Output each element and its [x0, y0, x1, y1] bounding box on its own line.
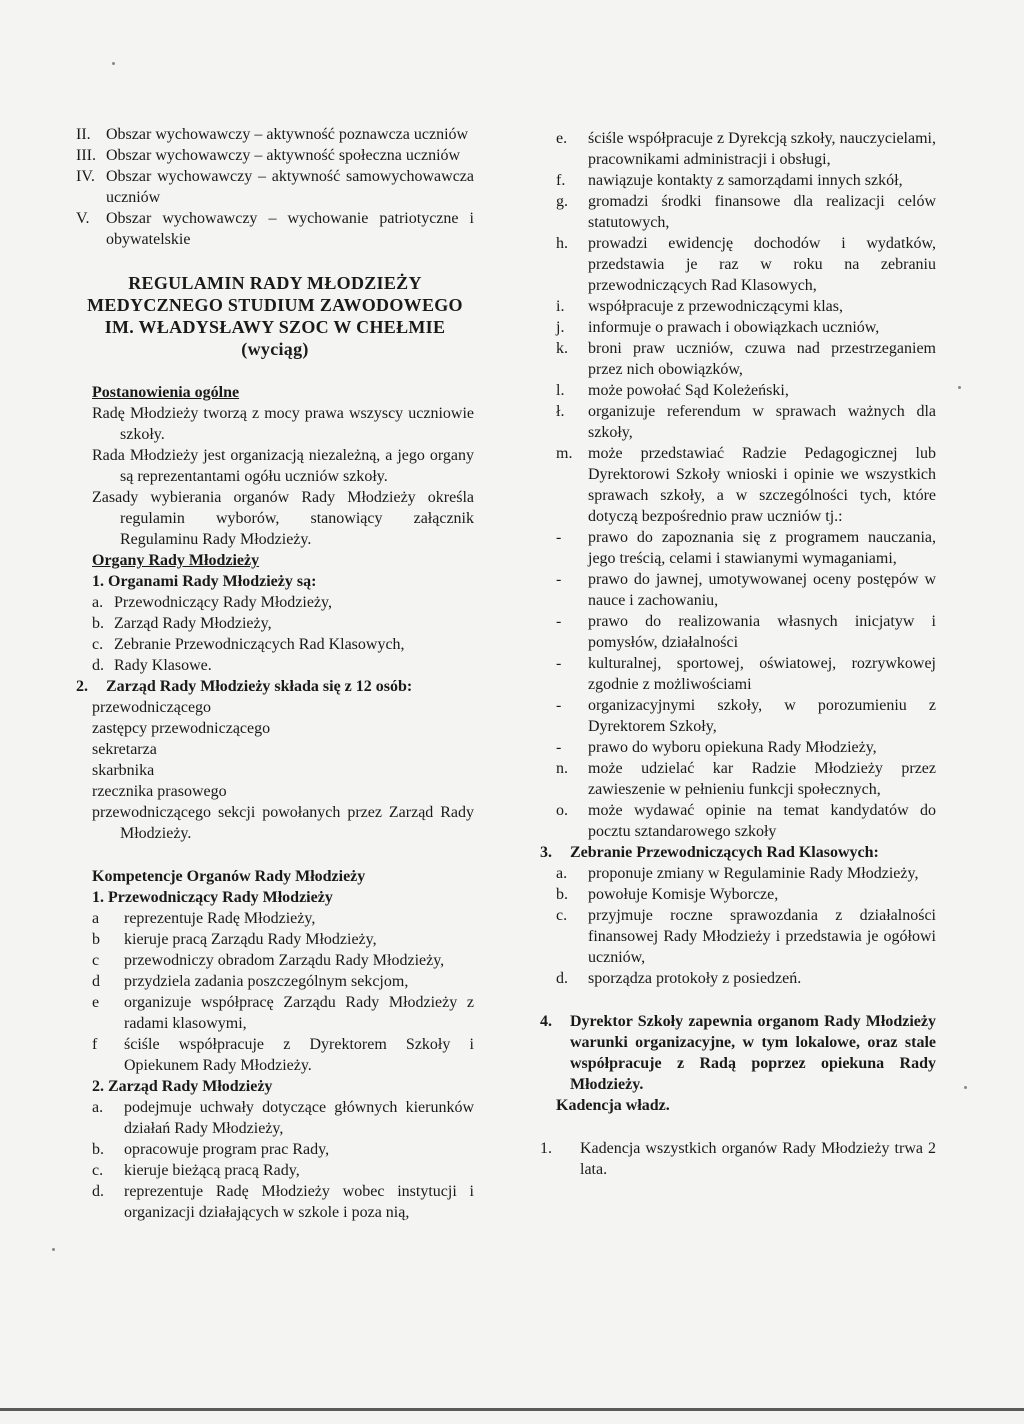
list-item: n. może udzielać kar Radzie Młodzieży przez zawieszenie w pełnieniu funkcji społecznych, [556, 760, 936, 798]
term-paragraph: 1. Kadencja wszystkich organów Rady Młodzieży trwa 2 lata. [540, 1140, 936, 1178]
scan-edge-line [0, 1408, 1024, 1411]
scan-speck [964, 1086, 967, 1089]
list-item: j. informuje o prawach i obowiązkach uczniów, [556, 319, 880, 336]
list-item: b. Zarząd Rady Młodzieży, [92, 615, 272, 632]
list-item: a. proponuje zmiany w Regulaminie Rady Młodzieży, [556, 865, 919, 882]
term-heading: Kadencja władz. [556, 1097, 670, 1114]
director-paragraph: 4. Dyrektor Szkoły zapewnia organom Rady Młodzieży warunki organizacyjne, w tym lokalowe, oraz stale współpracuje z Radą poprzez opiekuna Rady Młodzieży. [540, 1013, 936, 1093]
board2-tail-list [540, 758, 936, 842]
list-item: l. może powołać Sąd Koleżeński, [556, 382, 789, 399]
list-item: f ściśle współpracuje z Dyrektorem Szkoły i Opiekunem Rady Młodzieży. [92, 1036, 474, 1074]
list-item: h. prowadzi ewidencję dochodów i wydatków, przedstawia je raz w roku na zebraniu przewodniczących Rad Klasowych, [556, 235, 936, 294]
list-item: a. Przewodniczący Rady Młodzieży, [92, 594, 332, 611]
list-item: a reprezentuje Radę Młodzieży, [92, 910, 316, 927]
area-item: V. Obszar wychowawczy – wychowanie patriotyczne i obywatelskie [76, 210, 474, 248]
area-item: III. Obszar wychowawczy – aktywność społeczna uczniów [76, 147, 461, 164]
chair-list [76, 908, 474, 1076]
rights-list [540, 527, 936, 758]
list-item: b. powołuje Komisje Wyborcze, [556, 886, 779, 903]
area-list [76, 124, 474, 250]
competence-heading: Kompetencje Organów Rady Młodzieży [92, 868, 366, 885]
list-item: - prawo do realizowania własnych inicjatyw i pomysłów, działalności [556, 613, 936, 651]
board-member: przewodniczącego [92, 699, 212, 716]
list-item: g. gromadzi środki finansowe dla realizacji celów statutowych, [556, 193, 936, 231]
meeting-list [540, 863, 936, 989]
board-heading: 2. Zarząd Rady Młodzieży składa się z 12 osób: [76, 678, 413, 695]
list-item: c. Zebranie Przewodniczących Rad Klasowych, [92, 636, 405, 653]
list-item: c przewodniczy obradom Zarządu Rady Młodzieży, [92, 952, 445, 969]
general-item: Rada Młodzieży jest organizacją niezależną, a jego organy są reprezentantami ogółu uczniów szkoły. [92, 447, 474, 485]
list-item: - prawo do jawnej, umotywowanej oceny postępów w nauce i zachowaniu, [556, 571, 936, 609]
board-member: rzecznika prasowego [92, 783, 227, 800]
list-item: i. współpracuje z przewodniczącymi klas, [556, 298, 844, 315]
list-item: - organizacyjnymi szkoły, w porozumieniu z Dyrektorem Szkoły, [556, 697, 936, 735]
list-item: b kieruje pracą Zarządu Rady Młodzieży, [92, 931, 377, 948]
board-member: sekretarza [92, 741, 157, 758]
organs-subheading: 1. Organami Rady Młodzieży są: [92, 573, 317, 590]
list-item: - prawo do zapoznania się z programem nauczania, jego treścią, celami i stawianymi wymaganiami, [556, 529, 936, 567]
general-item: Zasady wybierania organów Rady Młodzieży określa regulamin wyborów, stanowiący załącznik Regulaminu Rady Młodzieży. [92, 489, 474, 548]
scan-speck [52, 1248, 55, 1251]
left-column [76, 124, 474, 1223]
list-item: k. broni praw uczniów, czuwa nad przestrzeganiem przez nich obowiązków, [556, 340, 936, 378]
list-item: m. może przedstawiać Radzie Pedagogicznej lub Dyrektorowi Szkoły wnioski i opinie we wszystkich sprawach szkoły, a w szczególności tych, które dotyczą bezpośrednio praw uczniów tj.: [556, 445, 936, 525]
right-column [540, 128, 936, 1180]
board-member: przewodniczącego sekcji powołanych przez Zarząd Rady Młodzieży. [92, 804, 474, 842]
list-item: f. nawiązuje kontakty z samorządami innych szkół, [556, 172, 903, 189]
list-item: c. kieruje bieżącą pracą Rady, [92, 1162, 300, 1179]
scan-speck [112, 62, 115, 65]
list-item: e. ściśle współpracuje z Dyrekcją szkoły, nauczycielami, pracownikami administracji i obsługi, [556, 130, 936, 168]
general-heading: Postanowienia ogólne [92, 384, 240, 401]
organs-list [76, 592, 474, 676]
board-members [76, 697, 474, 844]
meeting-heading: 3. Zebranie Przewodniczących Rad Klasowych: [540, 844, 879, 861]
list-item: d przydziela zadania poszczególnym sekcjom, [92, 973, 409, 990]
list-item: d. Rady Klasowe. [92, 657, 212, 674]
list-item: b. opracowuje program prac Rady, [92, 1141, 330, 1158]
list-item: - kulturalnej, sportowej, oświatowej, rozrywkowej zgodnie z możliwościami [556, 655, 936, 693]
board2-continued-list [540, 128, 936, 527]
general-items [76, 403, 474, 550]
list-item: d. sporządza protokoły z posiedzeń. [556, 970, 802, 987]
list-item: d. reprezentuje Radę Młodzieży wobec instytucji i organizacji działających w szkole i poza nią, [92, 1183, 474, 1221]
chair-heading: 1. Przewodniczący Rady Młodzieży [92, 889, 333, 906]
list-item: o. może wydawać opinie na temat kandydatów do pocztu sztandarowego szkoły [556, 802, 936, 840]
list-item: - prawo do wyboru opiekuna Rady Młodzieży, [556, 739, 877, 756]
document-title: REGULAMIN RADY MŁODZIEŻY MEDYCZNEGO STUDIUM ZAWODOWEGO IM. WŁADYSŁAWY SZOC W CHEŁMIE (wyciąg) [87, 273, 463, 359]
general-item: Radę Młodzieży tworzą z mocy prawa wszyscy uczniowie szkoły. [92, 405, 474, 443]
organs-heading: Organy Rady Młodzieży [92, 552, 260, 569]
list-item: ł. organizuje referendum w sprawach ważnych dla szkoły, [556, 403, 936, 441]
area-item: IV. Obszar wychowawczy – aktywność samowychowawcza uczniów [76, 168, 474, 206]
area-item: II. Obszar wychowawczy – aktywność poznawcza uczniów [76, 126, 469, 143]
board-member: skarbnika [92, 762, 155, 779]
list-item: c. przyjmuje roczne sprawozdania z działalności finansowej Rady Młodzieży i przedstawia je ogółowi uczniów, [556, 907, 936, 966]
list-item: a. podejmuje uchwały dotyczące głównych kierunków działań Rady Młodzieży, [92, 1099, 474, 1137]
board2-heading: 2. Zarząd Rady Młodzieży [92, 1078, 273, 1095]
scan-speck [958, 386, 961, 389]
board-member: zastępcy przewodniczącego [92, 720, 271, 737]
board2-list [76, 1097, 474, 1223]
list-item: e organizuje współpracę Zarządu Rady Młodzieży z radami klasowymi, [92, 994, 474, 1032]
